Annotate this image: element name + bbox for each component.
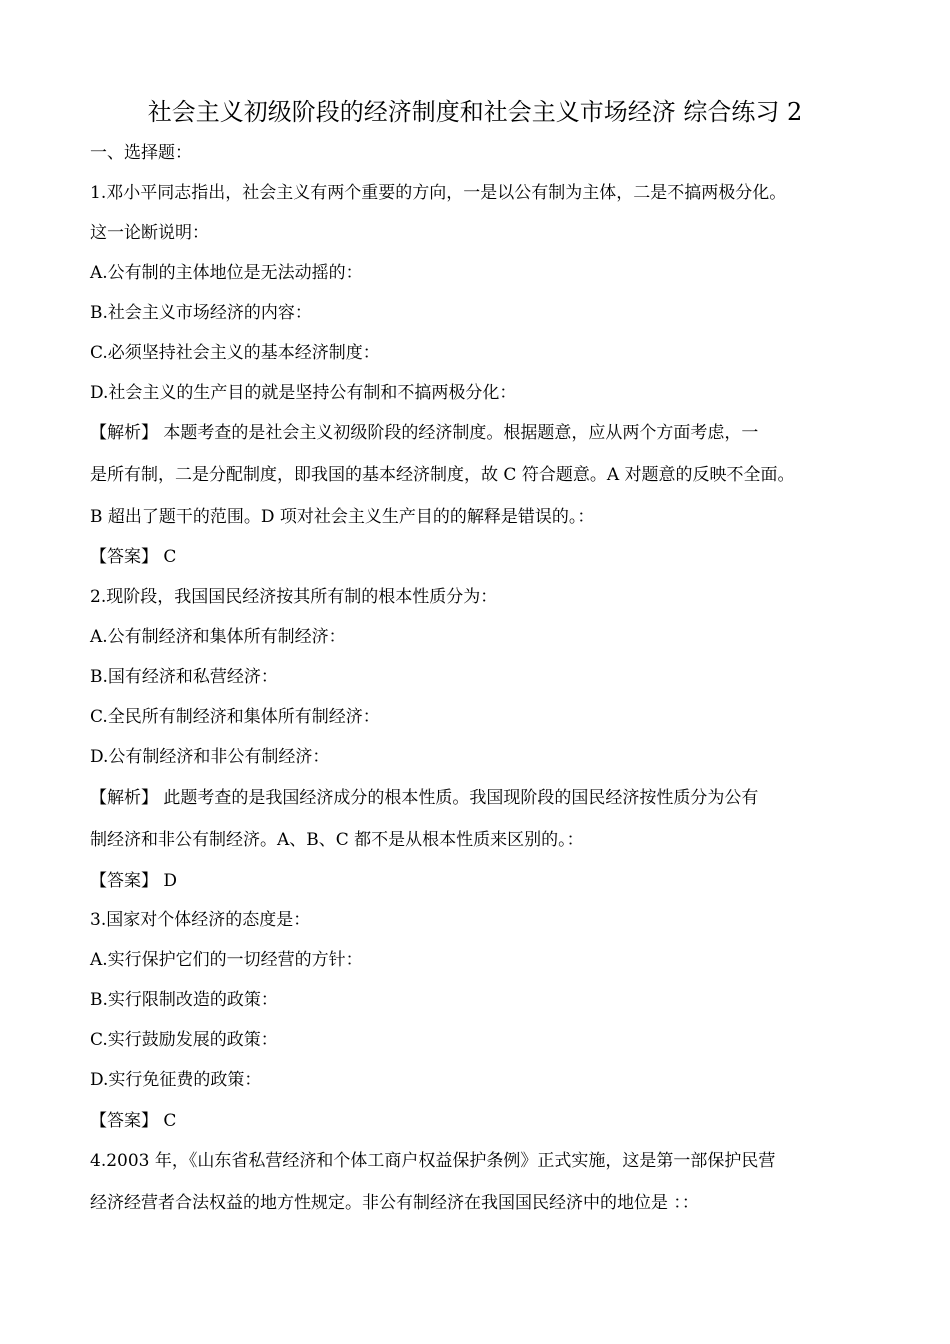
question-1-analysis-line-2: 是所有制，二是分配制度，即我国的基本经济制度，故 C 符合题意。A 对题意的反映不全面。 [90,465,795,485]
question-2-option-c: C.全民所有制经济和集体所有制经济： [90,707,380,727]
question-3-option-a: A.实行保护它们的一切经营的方针： [90,950,363,970]
question-1-analysis-line-3: B 超出了题干的范围。D 项对社会主义生产目的的解释是错误的。： [90,507,595,527]
question-2-option-d: D.公有制经济和非公有制经济： [90,747,330,767]
question-2-stem-line-1: 2.现阶段，我国国民经济按其所有制的根本性质分为： [90,587,498,607]
question-4-stem-line-2: 经济经营者合法权益的地方性规定。非公有制经济在我国国民经济中的地位是 ：： [90,1193,699,1213]
question-3-option-c: C.实行鼓励发展的政策： [90,1030,278,1050]
question-3-stem-line-1: 3.国家对个体经济的态度是： [90,910,311,930]
question-3-answer: 【答案】 C [90,1111,177,1131]
question-1-option-b: B.社会主义市场经济的内容： [90,303,312,323]
question-1-stem-line-2: 这一论断说明： [90,223,209,243]
question-3-option-b: B.实行限制改造的政策： [90,990,278,1010]
question-1-answer: 【答案】 C [90,547,177,567]
question-4-stem-line-1: 4.2003 年，《山东省私营经济和个体工商户权益保护条例》正式实施，这是第一部保护民营 [90,1151,776,1171]
question-1-option-a: A.公有制的主体地位是无法动摇的： [90,263,363,283]
question-2-option-a: A.公有制经济和集体所有制经济： [90,627,346,647]
question-2-answer: 【答案】 D [90,871,178,891]
section-heading: 一、选择题： [90,143,192,163]
question-1-option-d: D.社会主义的生产目的就是坚持公有制和不搞两极分化： [90,383,517,403]
question-1-analysis-line-1: 【解析】 本题考查的是社会主义初级阶段的经济制度。根据题意，应从两个方面考虑，一 [90,423,759,443]
question-3-option-d: D.实行免征费的政策： [90,1070,262,1090]
question-2-analysis-line-1: 【解析】 此题考查的是我国经济成分的根本性质。我国现阶段的国民经济按性质分为公有 [90,788,759,808]
question-1-option-c: C.必须坚持社会主义的基本经济制度： [90,343,380,363]
question-2-option-b: B.国有经济和私营经济： [90,667,278,687]
question-2-analysis-line-2: 制经济和非公有制经济。A、B、C 都不是从根本性质来区别的。： [90,830,584,850]
document-title: 社会主义初级阶段的经济制度和社会主义市场经济 综合练习 2 [147,98,803,126]
question-1-stem-line-1: 1.邓小平同志指出，社会主义有两个重要的方向，一是以公有制为主体，二是不搞两极分化。 [90,183,787,203]
